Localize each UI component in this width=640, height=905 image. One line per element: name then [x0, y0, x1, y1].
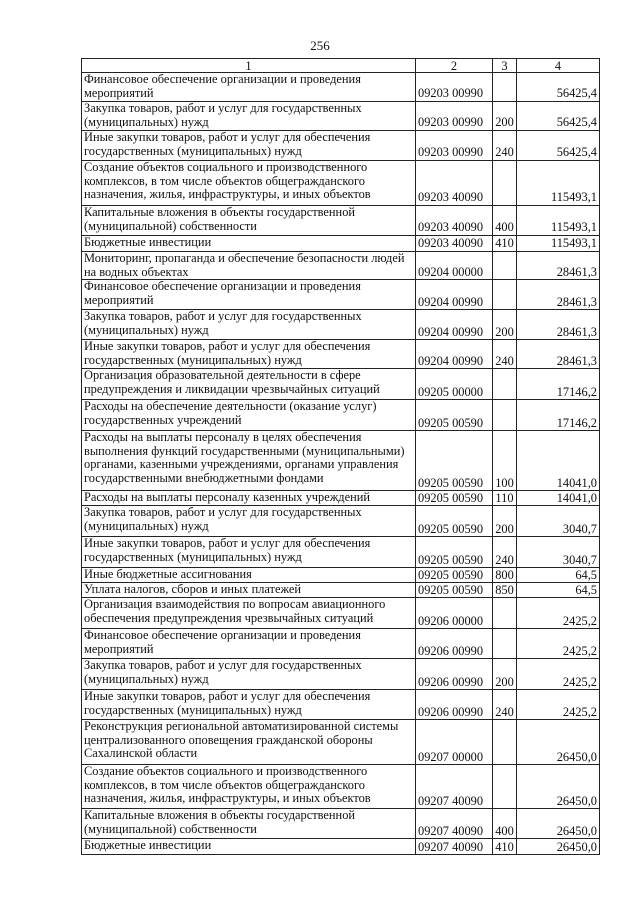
row-code: 09204 00990 — [416, 310, 493, 340]
row-code: 09205 00000 — [416, 369, 493, 400]
row-amount: 28461,3 — [517, 310, 600, 340]
row-description: Финансовое обеспечение организации и проведения мероприятий — [82, 73, 416, 102]
row-amount: 26450,0 — [517, 720, 600, 765]
row-description: Создание объектов социального и производственного комплексов, в том числе объектов общегражданского назначения, жилья, инфраструктуры, и иных объектов — [82, 161, 416, 206]
row-description: Капитальные вложения в объекты государственной (муниципальной) собственности — [82, 809, 416, 839]
row-amount: 28461,3 — [517, 340, 600, 369]
row-expense-type: 240 — [493, 690, 517, 720]
row-expense-type: 400 — [493, 809, 517, 839]
row-code: 09206 00990 — [416, 659, 493, 690]
row-description: Капитальные вложения в объекты государственной (муниципальной) собственности — [82, 206, 416, 236]
row-expense-type: 240 — [493, 340, 517, 369]
table-row — [82, 236, 600, 252]
row-description: Закупка товаров, работ и услуг для государственных (муниципальных) нужд — [82, 102, 416, 131]
row-expense-type: 410 — [493, 236, 517, 252]
row-amount: 26450,0 — [517, 809, 600, 839]
row-code: 09203 00990 — [416, 73, 493, 102]
page-number: 256 — [310, 38, 330, 53]
row-description: Расходы на выплаты персоналу казенных учреждений — [82, 491, 416, 506]
table-row — [82, 809, 600, 839]
table-row — [82, 506, 600, 537]
row-description: Расходы на обеспечение деятельности (оказание услуг) государственных учреждений — [82, 400, 416, 431]
row-code: 09204 00990 — [416, 340, 493, 369]
table-row — [82, 568, 600, 583]
row-amount: 56425,4 — [517, 131, 600, 161]
row-code: 09205 00590 — [416, 537, 493, 568]
table-row — [82, 720, 600, 765]
row-expense-type: 240 — [493, 131, 517, 161]
row-description: Иные бюджетные ассигнования — [82, 568, 416, 583]
row-amount: 17146,2 — [517, 400, 600, 431]
row-description: Иные закупки товаров, работ и услуг для обеспечения государственных (муниципальных) нужд — [82, 690, 416, 720]
row-code: 09205 00590 — [416, 506, 493, 537]
row-amount: 26450,0 — [517, 839, 600, 855]
row-description: Организация образовательной деятельности в сфере предупреждения и ликвидации чрезвычайных ситуаций — [82, 369, 416, 400]
row-description: Уплата налогов, сборов и иных платежей — [82, 583, 416, 598]
header-col-3: 3 — [493, 59, 517, 73]
row-code: 09203 40090 — [416, 236, 493, 252]
table-row — [82, 131, 600, 161]
row-expense-type — [493, 598, 517, 629]
row-description: Закупка товаров, работ и услуг для государственных (муниципальных) нужд — [82, 659, 416, 690]
row-description: Бюджетные инвестиции — [82, 839, 416, 855]
row-code: 09203 00990 — [416, 102, 493, 131]
row-expense-type — [493, 252, 517, 280]
row-amount: 3040,7 — [517, 537, 600, 568]
table-row — [82, 340, 600, 369]
row-expense-type — [493, 73, 517, 102]
header-col-2: 2 — [416, 59, 493, 73]
row-amount: 64,5 — [517, 568, 600, 583]
table-row — [82, 598, 600, 629]
row-amount: 64,5 — [517, 583, 600, 598]
row-amount: 14041,0 — [517, 491, 600, 506]
row-expense-type: 240 — [493, 537, 517, 568]
row-description: Закупка товаров, работ и услуг для государственных (муниципальных) нужд — [82, 310, 416, 340]
row-code: 09203 40090 — [416, 161, 493, 206]
row-expense-type: 800 — [493, 568, 517, 583]
row-code: 09206 00000 — [416, 598, 493, 629]
table-row — [82, 280, 600, 310]
table-row — [82, 537, 600, 568]
row-code: 09204 00000 — [416, 252, 493, 280]
row-code: 09206 00990 — [416, 690, 493, 720]
row-expense-type: 200 — [493, 659, 517, 690]
row-amount: 28461,3 — [517, 280, 600, 310]
row-amount: 2425,2 — [517, 629, 600, 659]
row-amount: 2425,2 — [517, 598, 600, 629]
row-amount: 2425,2 — [517, 659, 600, 690]
row-code: 09204 00990 — [416, 280, 493, 310]
row-description: Финансовое обеспечение организации и проведения мероприятий — [82, 629, 416, 659]
table-row — [82, 431, 600, 491]
row-expense-type: 100 — [493, 431, 517, 491]
table-row — [82, 765, 600, 809]
row-amount: 115493,1 — [517, 236, 600, 252]
row-amount: 28461,3 — [517, 252, 600, 280]
table-row — [82, 102, 600, 131]
row-amount: 26450,0 — [517, 765, 600, 809]
row-expense-type: 110 — [493, 491, 517, 506]
row-amount: 17146,2 — [517, 369, 600, 400]
row-description: Бюджетные инвестиции — [82, 236, 416, 252]
row-expense-type: 850 — [493, 583, 517, 598]
row-code: 09207 00000 — [416, 720, 493, 765]
row-expense-type — [493, 765, 517, 809]
row-expense-type: 410 — [493, 839, 517, 855]
table-row — [82, 310, 600, 340]
table-row — [82, 369, 600, 400]
row-amount: 2425,2 — [517, 690, 600, 720]
row-amount: 115493,1 — [517, 206, 600, 236]
row-expense-type — [493, 280, 517, 310]
row-description: Мониторинг, пропаганда и обеспечение безопасности людей на водных объектах — [82, 252, 416, 280]
row-code: 09205 00590 — [416, 568, 493, 583]
row-code: 09207 40090 — [416, 765, 493, 809]
row-code: 09203 00990 — [416, 131, 493, 161]
table-row — [82, 583, 600, 598]
table-row — [82, 659, 600, 690]
row-code: 09205 00590 — [416, 583, 493, 598]
row-expense-type — [493, 629, 517, 659]
row-expense-type — [493, 369, 517, 400]
row-amount: 115493,1 — [517, 161, 600, 206]
row-expense-type — [493, 400, 517, 431]
row-code: 09207 40090 — [416, 809, 493, 839]
row-code: 09203 40090 — [416, 206, 493, 236]
row-expense-type: 200 — [493, 102, 517, 131]
row-description: Организация взаимодействия по вопросам авиационного обеспечения предупреждения чрезвычайных ситуаций — [82, 598, 416, 629]
row-amount: 3040,7 — [517, 506, 600, 537]
row-code: 09205 00590 — [416, 431, 493, 491]
table-row — [82, 690, 600, 720]
row-expense-type: 200 — [493, 310, 517, 340]
row-description: Иные закупки товаров, работ и услуг для обеспечения государственных (муниципальных) нужд — [82, 340, 416, 369]
row-amount: 14041,0 — [517, 431, 600, 491]
row-code: 09205 00590 — [416, 491, 493, 506]
row-description: Закупка товаров, работ и услуг для государственных (муниципальных) нужд — [82, 506, 416, 537]
row-code: 09207 40090 — [416, 839, 493, 855]
row-description: Иные закупки товаров, работ и услуг для обеспечения государственных (муниципальных) нужд — [82, 131, 416, 161]
row-expense-type — [493, 720, 517, 765]
table-row — [82, 206, 600, 236]
row-code: 09205 00590 — [416, 400, 493, 431]
budget-table — [81, 58, 600, 855]
table-row — [82, 839, 600, 855]
table-row — [82, 161, 600, 206]
row-code: 09206 00990 — [416, 629, 493, 659]
table-row — [82, 400, 600, 431]
table-row — [82, 73, 600, 102]
table-row — [82, 491, 600, 506]
header-col-1: 1 — [82, 59, 416, 73]
row-expense-type: 200 — [493, 506, 517, 537]
row-description: Иные закупки товаров, работ и услуг для обеспечения государственных (муниципальных) нужд — [82, 537, 416, 568]
row-amount: 56425,4 — [517, 102, 600, 131]
row-description: Расходы на выплаты персоналу в целях обеспечения выполнения функций государственными (муниципальными) органами, казенными учреждениями, органами управления государственными внебюджетными фондами — [82, 431, 416, 491]
header-col-4: 4 — [517, 59, 600, 73]
table-row — [82, 252, 600, 280]
row-description: Финансовое обеспечение организации и проведения мероприятий — [82, 280, 416, 310]
row-expense-type: 400 — [493, 206, 517, 236]
row-expense-type — [493, 161, 517, 206]
row-description: Создание объектов социального и производственного комплексов, в том числе объектов общегражданского назначения, жилья, инфраструктуры, и иных объектов — [82, 765, 416, 809]
table-row — [82, 629, 600, 659]
row-description: Реконструкция региональной автоматизированной системы централизованного оповещения гражданской обороны Сахалинской области — [82, 720, 416, 765]
header-row — [82, 59, 600, 73]
row-amount: 56425,4 — [517, 73, 600, 102]
